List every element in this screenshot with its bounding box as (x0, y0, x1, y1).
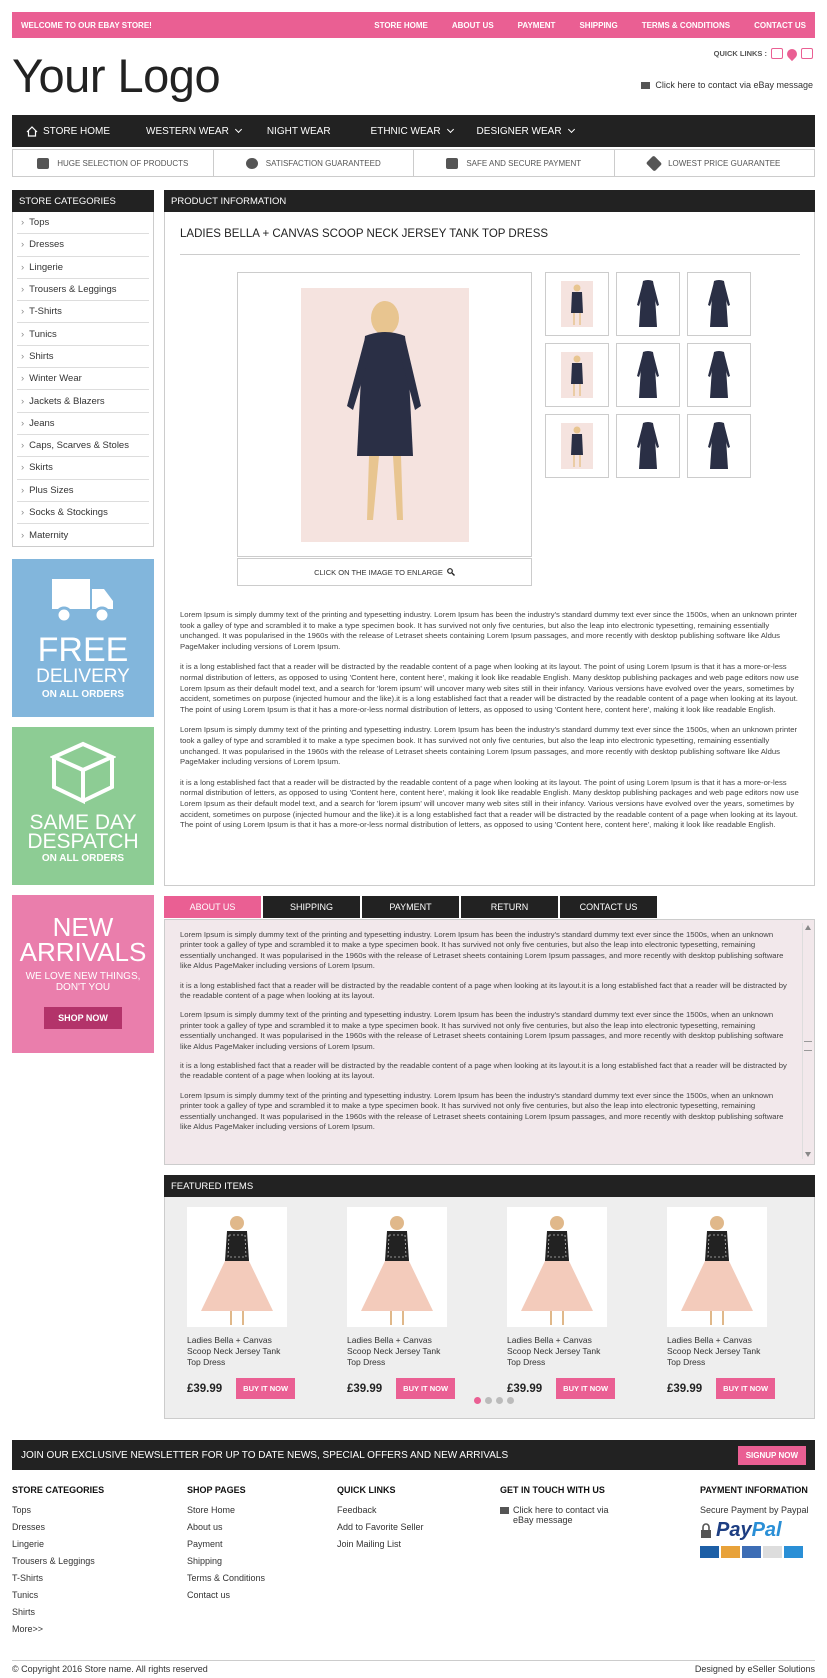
contact-ebay-link[interactable] (641, 80, 813, 90)
feature-label: HUGE SELECTION OF PRODUCTS (57, 158, 189, 168)
tab-paragraph: Lorem Ipsum is simply dummy text of the printing and typesetting industry. Lorem Ipsum has been the industry's standard dummy text ever since the 1500s, when an unknown printer took a galley of type and scrambled it to make a type specimen book. It has survived not only five centuries, but also the leap into electronic typesetting, remaining essentially unchanged. It was popularised in the 1960s with the release of Letraset sheets containing Lorem Ipsum passages, and more recently with desktop publishing software like Aldus PageMaker including versions of Lorem Ipsum. (180, 1090, 784, 1132)
thumb-image (634, 279, 662, 329)
nav-western-wear[interactable] (124, 115, 255, 147)
shop-now-button[interactable]: SHOP NOW (44, 1007, 122, 1029)
nav-night-wear[interactable] (255, 115, 345, 147)
sidebar-category[interactable]: › Skirts (17, 457, 149, 479)
quick-links (714, 48, 813, 59)
sidebar-category[interactable]: › Tops (17, 212, 149, 234)
desc-paragraph: Lorem Ipsum is simply dummy text of the printing and typesetting industry. Lorem Ipsum has been the industry's standard dummy text ever since the 1500s, when an unknown printer took a galley of type and scrambled it to make a type specimen book. It has survived not only five centuries, but also the leap into electronic typesetting, remaining essentially unchanged. It was popularised in the 1960s with the release of Letraset sheets containing Lorem Ipsum passages, and more recently with desktop publishing software like Aldus PageMaker including versions of Lorem Ipsum. (180, 610, 798, 651)
designed-by-text[interactable]: Designed by eSeller Solutions (694, 1664, 815, 1674)
footer-heading: PAYMENT INFORMATION (700, 1485, 808, 1495)
thumb-image (705, 350, 733, 400)
featured-item-name[interactable]: Ladies Bella + Canvas Scoop Neck Jersey Tank Top Dress (667, 1335, 761, 1367)
desc-paragraph: it is a long established fact that a reader will be distracted by the readable content of a page when looking at its layout. The point of using Lorem Ipsum is that it has a more-or-less normal distribution of letters, as opposed to using 'Content here, content here', making it look like readable English. Many desktop publishing packages and web page editors now use Lorem Ipsum as their default model text, and a search for 'lorem ipsum' will uncover many web sites still in their infancy. Various versions have evolved over the years, sometimes by accident, sometimes on purpose (injected humour and the like).it is a long established fact that a reader will be distracted by the readable content of a page when looking at its layout. The point of using Lorem Ipsum is that it has a more-or-less normal distribution of letters, as opposed to using 'Content here, content here', making it look like readable English. (180, 777, 799, 830)
tab-about-us[interactable]: ABOUT US (164, 896, 261, 918)
top-links (374, 21, 806, 30)
product-thumbnail[interactable] (545, 272, 609, 336)
maestro-icon (742, 1546, 761, 1558)
footer-link[interactable]: Tops (12, 1505, 32, 1515)
top-bar (12, 12, 815, 38)
promo-new-arrivals (12, 895, 154, 1053)
feature-label: SATISFACTION GUARANTEED (265, 158, 381, 168)
sidebar (12, 190, 154, 1053)
tab-shipping[interactable]: SHIPPING (263, 896, 360, 918)
tab-return[interactable]: RETURN (461, 896, 558, 918)
contact-ebay-text: Click here to contact via eBay message (655, 80, 813, 90)
footer-get-in-touch (500, 1485, 609, 1525)
product-thumbnail[interactable] (687, 343, 751, 407)
promo-same-day-despatch[interactable] (12, 727, 154, 885)
thumb-image (634, 421, 662, 471)
footer-heading: GET IN TOUCH WITH US (500, 1485, 605, 1495)
thumb-image (705, 279, 733, 329)
top-link-about-us[interactable]: ABOUT US (451, 20, 494, 30)
featured-item-image[interactable] (347, 1207, 447, 1327)
footer-payment (700, 1485, 809, 1558)
tab-paragraph: it is a long established fact that a reader will be distracted by the readable content of a page when looking at its layout.it is a long established fact that a reader will be distracted by the readable content of a page when looking at its layout. (180, 980, 787, 1001)
product-thumbnail[interactable] (545, 414, 609, 478)
footer-link[interactable]: Join Mailing List (337, 1539, 402, 1549)
promo-line: NEW (52, 912, 114, 943)
box-icon (37, 158, 49, 169)
footer-contact-link[interactable] (500, 1505, 609, 1525)
featured-item-image[interactable] (187, 1207, 287, 1327)
sidebar-category[interactable]: › Jackets & Blazers (17, 390, 149, 412)
footer-heading: QUICK LINKS (337, 1485, 396, 1495)
footer-link[interactable]: Lingerie (12, 1539, 45, 1549)
product-description (180, 610, 800, 841)
quick-links-label: QUICK LINKS : (713, 49, 767, 58)
product-title: LADIES BELLA + CANVAS SCOOP NECK JERSEY TANK TOP DRESS (180, 228, 800, 255)
feature-lowest-price (615, 150, 815, 176)
footer-link[interactable]: Shirts (12, 1607, 36, 1617)
main-product-image[interactable] (237, 272, 532, 557)
footer-link[interactable]: Add to Favorite Seller (337, 1522, 424, 1532)
mastercard-icon (721, 1546, 740, 1558)
tab-scrollbar[interactable] (802, 923, 812, 1159)
top-link-payment[interactable]: PAYMENT (517, 20, 556, 30)
sidebar-category[interactable]: › Caps, Scarves & Stoles (17, 435, 149, 457)
nav-label: DESIGNER WEAR (476, 125, 562, 137)
chevron-down-icon (447, 126, 454, 133)
promo-line: SAME DAY (29, 811, 137, 835)
carousel-dot[interactable] (507, 1397, 514, 1404)
footer-link[interactable]: Shipping (187, 1556, 223, 1566)
promo-line: ON ALL ORDERS (41, 689, 125, 701)
dress-image (517, 1211, 597, 1327)
footer-link[interactable]: Terms & Conditions (187, 1573, 266, 1583)
copyright-bar (12, 1660, 815, 1674)
tab-paragraph: it is a long established fact that a reader will be distracted by the readable content of a page when looking at its layout.it is a long established fact that a reader will be distracted by the readable content of a page when looking at its layout. (180, 1061, 787, 1081)
copyright-text: © Copyright 2016 Store name. All rights reserved (12, 1664, 208, 1674)
footer-heading: STORE CATEGORIES (12, 1485, 105, 1495)
message-icon[interactable] (771, 48, 783, 59)
featured-item-name[interactable]: Ladies Bella + Canvas Scoop Neck Jersey Tank Top Dress (187, 1335, 281, 1367)
features-bar (12, 149, 815, 177)
carousel-dot[interactable] (474, 1397, 481, 1404)
nav-label: WESTERN WEAR (146, 125, 229, 137)
amex-icon (784, 1546, 803, 1558)
product-info-title: PRODUCT INFORMATION (164, 190, 815, 212)
buy-it-now-button[interactable]: BUY IT NOW (556, 1378, 615, 1399)
feature-label: LOWEST PRICE GUARANTEE (668, 158, 781, 168)
visa-icon (700, 1546, 719, 1558)
product-thumbnail[interactable] (687, 272, 751, 336)
newsletter-text: JOIN OUR EXCLUSIVE NEWSLETTER FOR UP TO DATE NEWS, SPECIAL OFFERS AND NEW ARRIVALS (21, 1449, 509, 1461)
featured-item-image[interactable] (667, 1207, 767, 1327)
nav-ethnic-wear[interactable] (345, 115, 467, 147)
scroll-thumb[interactable] (804, 1041, 812, 1051)
tab-paragraph: Lorem Ipsum is simply dummy text of the printing and typesetting industry. Lorem Ipsum has been the industry's standard dummy text ever since the 1500s, when an unknown printer took a galley of type and scrambled it to make a type specimen book. It has survived not only five centuries, but also the leap into electronic typesetting, remaining essentially unchanged. It was popularised in the 1960s with the release of Letraset sheets containing Lorem Ipsum passages, and more recently with desktop publishing software like Aldus PageMaker including versions of Lorem Ipsum. (180, 1010, 784, 1051)
footer-contact-text: Click here to contact via (513, 1505, 609, 1515)
feature-selection (13, 150, 214, 176)
sidebar-category[interactable]: › Socks & Stockings (17, 502, 149, 524)
promo-line: WE LOVE NEW THINGS, (25, 971, 141, 983)
carousel-dot[interactable] (496, 1397, 503, 1404)
mail-icon[interactable] (801, 48, 813, 59)
product-thumbnail[interactable] (616, 414, 680, 478)
product-info-panel (164, 212, 815, 886)
category-list (12, 212, 154, 547)
promo-line: ON ALL ORDERS (41, 853, 125, 865)
sidebar-category[interactable]: › T-Shirts (17, 301, 149, 323)
sidebar-category[interactable]: › Jeans (17, 413, 149, 435)
footer-shop-pages (187, 1485, 265, 1607)
newsletter-bar (12, 1440, 815, 1470)
footer-link[interactable]: T-Shirts (12, 1573, 44, 1583)
promo-free-delivery[interactable] (12, 559, 154, 717)
carousel-dots (474, 1397, 514, 1404)
discover-icon (763, 1546, 782, 1558)
featured-item[interactable] (495, 1207, 615, 1399)
buy-it-now-button[interactable]: BUY IT NOW (716, 1378, 775, 1399)
paypal-logo: PayPal (716, 1519, 782, 1541)
info-tabs (164, 896, 657, 918)
footer-quick-links (337, 1485, 424, 1556)
nav-label: STORE HOME (43, 125, 111, 137)
top-link-shipping[interactable]: SHIPPING (579, 20, 618, 30)
home-icon (26, 126, 38, 137)
featured-item-price: £39.99 (507, 1382, 543, 1395)
tag-icon (646, 155, 662, 171)
sidebar-category[interactable]: › Tunics (17, 323, 149, 345)
sidebar-category[interactable]: › Dresses (17, 234, 149, 256)
scroll-down-icon[interactable] (805, 1152, 811, 1157)
footer-link[interactable]: About us (187, 1522, 223, 1532)
footer-link[interactable]: Tunics (12, 1590, 39, 1600)
promo-line: DELIVERY (36, 666, 130, 688)
footer (12, 1485, 815, 1634)
footer-link[interactable]: Dresses (12, 1522, 46, 1532)
footer-link[interactable]: Contact us (187, 1590, 231, 1600)
desc-paragraph: it is a long established fact that a reader will be distracted by the readable content of a page when looking at its layout. The point of using Lorem Ipsum is that it has a more-or-less normal distribution of letters, as opposed to using 'Content here, content here', making it look like readable English. Many desktop publishing packages and web page editors now use Lorem Ipsum as their default model text, and a search for 'lorem ipsum' will uncover many web sites still in their infancy. Various versions have evolved over the years, sometimes by accident, sometimes on purpose (injected humour and the like).it is a long established fact that a reader will be distracted by the readable content of a page when looking at its layout. The point of using Lorem Ipsum is that it has a more-or-less normal distribution of letters, as opposed to using 'Content here, content here', making it look like readable English. (180, 662, 799, 714)
product-thumbnail[interactable] (616, 272, 680, 336)
box-icon (50, 741, 116, 805)
dress-image (357, 1211, 437, 1327)
heart-icon[interactable] (785, 46, 799, 60)
footer-categories (12, 1485, 104, 1641)
enlarge-image-button[interactable] (237, 558, 532, 586)
footer-link[interactable]: Trousers & Leggings (12, 1556, 95, 1566)
card-logos (700, 1546, 809, 1558)
sidebar-category[interactable]: › Plus Sizes (17, 480, 149, 502)
promo-line: ARRIVALS (19, 937, 147, 968)
enlarge-label: CLICK ON THE IMAGE TO ENLARGE (314, 567, 443, 577)
footer-contact-text: eBay message (513, 1515, 573, 1525)
envelope-icon (641, 82, 650, 89)
sidebar-category[interactable]: › Trousers & Leggings (17, 279, 149, 301)
sidebar-category[interactable]: › Winter Wear (17, 368, 149, 390)
footer-link[interactable]: More>> (12, 1624, 44, 1634)
sidebar-title: STORE CATEGORIES (12, 190, 154, 212)
sidebar-category[interactable]: › Maternity (17, 524, 149, 546)
main-content (164, 190, 815, 1395)
featured-item-image[interactable] (507, 1207, 607, 1327)
top-link-contact-us[interactable]: CONTACT US (754, 20, 806, 30)
tab-contact-us[interactable]: CONTACT US (560, 896, 657, 918)
sidebar-category[interactable]: › Shirts (17, 346, 149, 368)
welcome-text: WELCOME TO OUR EBAY STORE! (21, 20, 152, 30)
payment-text: Secure Payment by Paypal (700, 1505, 809, 1515)
nav-label: ETHNIC WEAR (370, 125, 441, 137)
featured-title: FEATURED ITEMS (164, 1175, 815, 1197)
thumb-image (561, 352, 593, 398)
nav-label: NIGHT WEAR (266, 125, 331, 137)
featured-item[interactable] (655, 1207, 775, 1399)
main-nav (12, 115, 815, 147)
scroll-up-icon[interactable] (805, 925, 811, 930)
featured-item-name[interactable]: Ladies Bella + Canvas Scoop Neck Jersey Tank Top Dress (347, 1335, 441, 1367)
promo-line: DESPATCH (27, 830, 139, 854)
signup-button[interactable]: SIGNUP NOW (738, 1446, 806, 1465)
featured-carousel (164, 1197, 815, 1419)
thumb-image (561, 423, 593, 469)
lock-icon (700, 1523, 712, 1538)
buy-it-now-button[interactable]: BUY IT NOW (396, 1378, 455, 1399)
featured-item-price: £39.99 (347, 1382, 383, 1395)
chevron-down-icon (568, 126, 575, 133)
dress-image (197, 1211, 277, 1327)
nav-store-home[interactable] (12, 115, 124, 147)
featured-item-price: £39.99 (187, 1382, 223, 1395)
tab-content (164, 919, 815, 1165)
store-logo[interactable]: Your Logo (12, 49, 221, 102)
tab-paragraph: Lorem Ipsum is simply dummy text of the printing and typesetting industry. Lorem Ipsum has been the industry's standard dummy text ever since the 1500s, when an unknown printer took a galley of type and scrambled it to make a type specimen book. It has survived not only five centuries, but also the leap into electronic typesetting, remaining essentially unchanged. It was popularised in the 1960s with the release of Letraset sheets containing Lorem Ipsum passages, and more recently with desktop publishing software like Aldus PageMaker including versions of Lorem Ipsum. (180, 930, 784, 971)
feature-satisfaction (214, 150, 415, 176)
top-link-store-home[interactable]: STORE HOME (374, 20, 428, 30)
featured-item-price: £39.99 (667, 1382, 703, 1395)
footer-link[interactable]: Feedback (337, 1505, 377, 1515)
product-thumbnail[interactable] (545, 343, 609, 407)
feature-label: SAFE AND SECURE PAYMENT (466, 158, 582, 168)
award-icon (246, 158, 258, 169)
nav-designer-wear[interactable] (467, 115, 588, 147)
footer-link[interactable]: Store Home (187, 1505, 236, 1515)
lock-icon (446, 158, 458, 169)
promo-line: FREE (37, 631, 129, 670)
thumb-image (705, 421, 733, 471)
truck-icon (50, 577, 116, 625)
dress-model-image (301, 288, 469, 542)
dress-image (677, 1211, 757, 1327)
buy-it-now-button[interactable]: BUY IT NOW (236, 1378, 295, 1399)
desc-paragraph: Lorem Ipsum is simply dummy text of the printing and typesetting industry. Lorem Ipsum has been the industry's standard dummy text ever since the 1500s, when an unknown printer took a galley of type and scrambled it to make a type specimen book. It has survived not only five centuries, but also the leap into electronic typesetting, remaining essentially unchanged. It was popularised in the 1960s with the release of Letraset sheets containing Lorem Ipsum passages, and more recently with desktop publishing software like Aldus PageMaker including versions of Lorem Ipsum. (180, 725, 798, 767)
feature-secure-payment (414, 150, 615, 176)
thumbnail-grid (545, 272, 755, 478)
footer-link[interactable]: Payment (187, 1539, 223, 1549)
product-thumbnail[interactable] (616, 343, 680, 407)
thumb-image (634, 350, 662, 400)
featured-item[interactable] (175, 1207, 295, 1399)
chevron-down-icon (235, 126, 242, 133)
featured-section (164, 1175, 815, 1419)
thumb-image (561, 281, 593, 327)
envelope-icon (500, 1507, 509, 1514)
footer-heading: SHOP PAGES (187, 1485, 246, 1495)
product-thumbnail[interactable] (687, 414, 751, 478)
sidebar-category[interactable]: › Lingerie (17, 257, 149, 279)
top-link-terms[interactable]: TERMS & CONDITIONS (641, 20, 731, 30)
carousel-dot[interactable] (485, 1397, 492, 1404)
promo-line: DON'T YOU (55, 982, 111, 994)
tab-payment[interactable]: PAYMENT (362, 896, 459, 918)
header (12, 40, 815, 112)
featured-item[interactable] (335, 1207, 455, 1399)
featured-item-name[interactable]: Ladies Bella + Canvas Scoop Neck Jersey Tank Top Dress (507, 1335, 601, 1367)
zoom-icon (447, 568, 455, 576)
